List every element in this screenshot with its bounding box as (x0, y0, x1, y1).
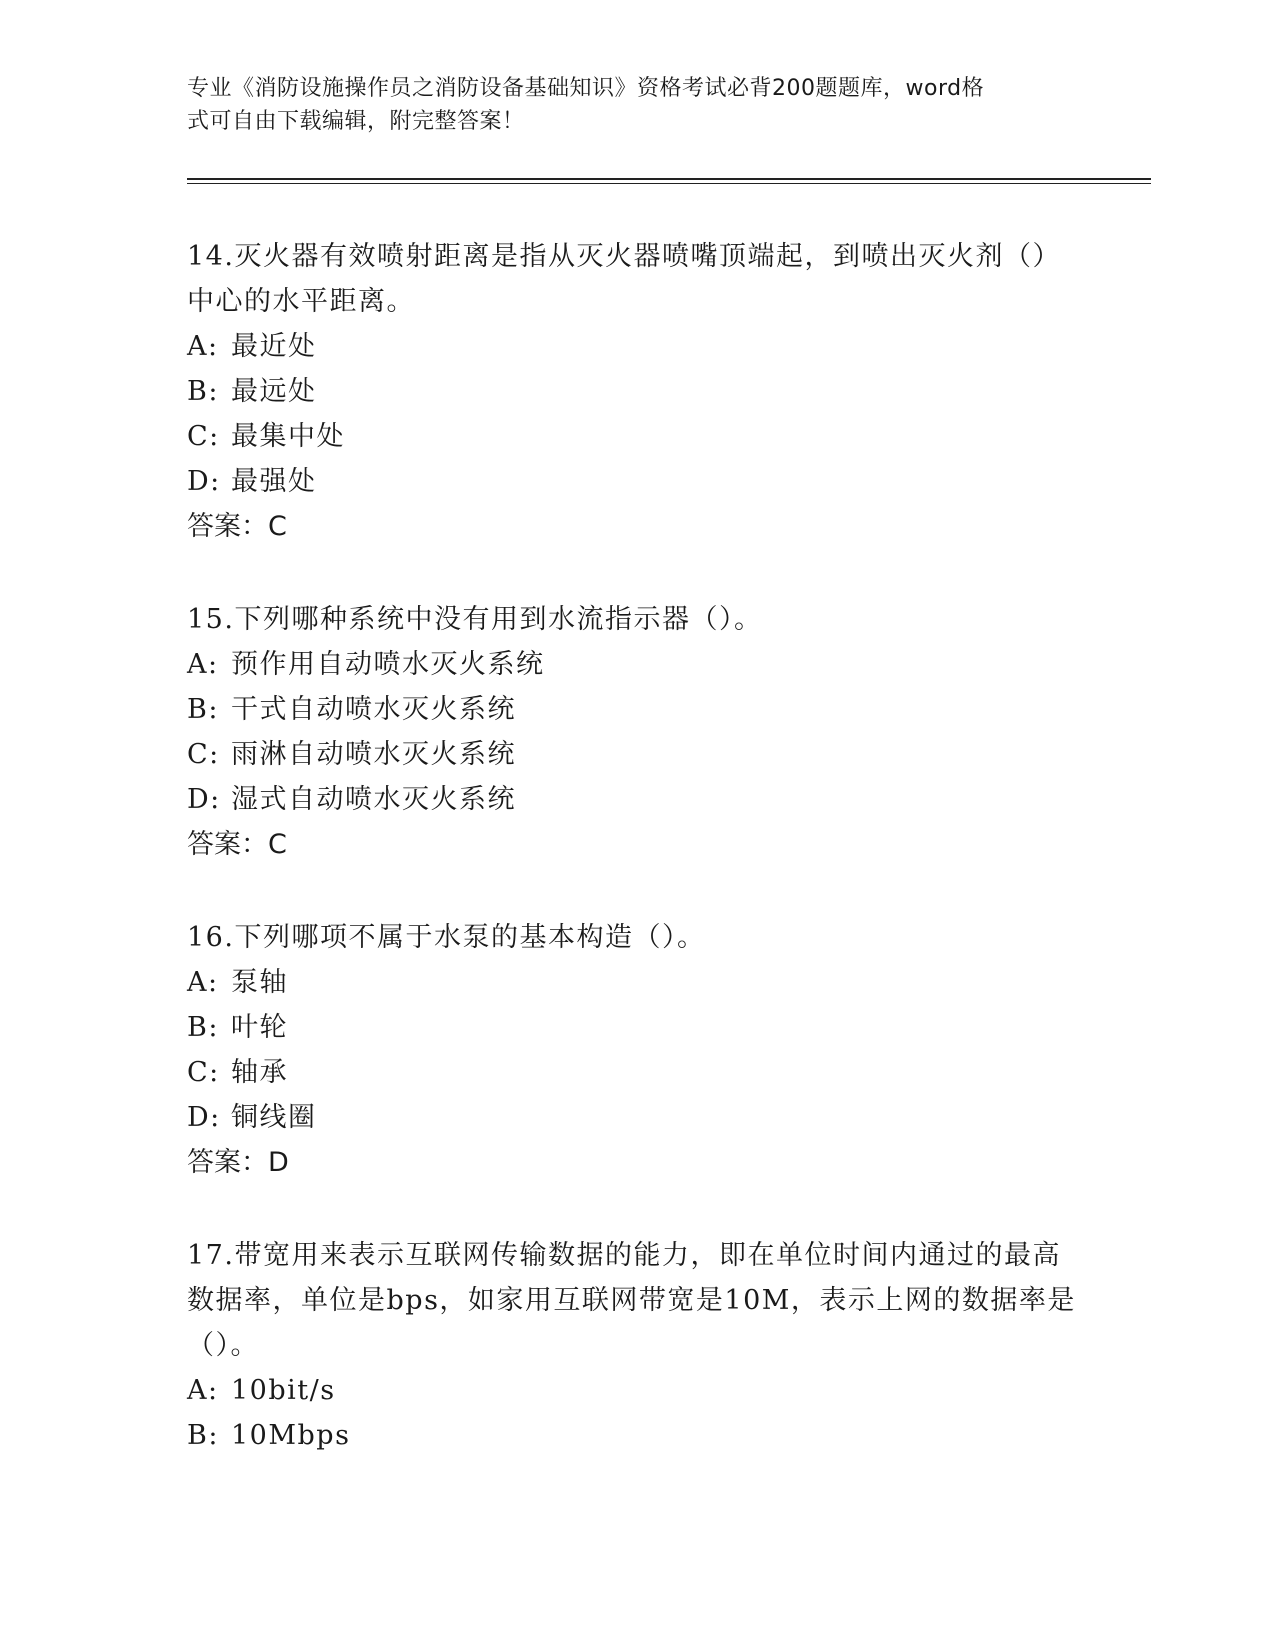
option-d (187, 459, 1077, 504)
option-letter: A: (187, 331, 219, 362)
option-letter: B: (187, 1420, 219, 1451)
option-text: 叶轮 (231, 1012, 288, 1043)
option-b (187, 1413, 1077, 1458)
option-text: 铜线圈 (231, 1102, 317, 1133)
question-stem (187, 1233, 1077, 1368)
header-line-2: 式可自由下载编辑，附完整答案！ (187, 109, 525, 134)
document-header (187, 72, 1067, 138)
option-text: 10Mbps (231, 1420, 351, 1451)
option-letter: C: (187, 739, 220, 770)
option-text: 最近处 (231, 331, 317, 362)
option-letter: D: (187, 784, 221, 815)
stem-line: 15.下列哪种系统中没有用到水流指示器（）。 (187, 604, 763, 635)
stem-line: 16.下列哪项不属于水泵的基本构造（）。 (187, 922, 706, 953)
answer: 答案：D (187, 1147, 289, 1178)
option-a (187, 324, 1077, 369)
stem-line: 17.带宽用来表示互联网传输数据的能力，即在单位时间内通过的最高 (187, 1240, 1061, 1271)
question-14 (187, 234, 1077, 550)
option-text: 最集中处 (231, 421, 345, 452)
option-a (187, 1368, 1077, 1413)
option-text: 干式自动喷水灭火系统 (231, 694, 516, 725)
option-d (187, 777, 1077, 822)
answer: 答案：C (187, 511, 287, 542)
option-d (187, 1095, 1077, 1140)
option-letter: B: (187, 1012, 219, 1043)
stem-line: 14.灭火器有效喷射距离是指从灭火器喷嘴顶端起，到喷出灭火剂（） (187, 241, 1061, 272)
stem-line: （）。 (187, 1330, 259, 1361)
option-text: 10bit/s (231, 1375, 336, 1406)
header-divider-thin (187, 183, 1151, 184)
option-a (187, 642, 1077, 687)
option-letter: D: (187, 1102, 221, 1133)
option-letter: C: (187, 1057, 220, 1088)
header-divider (187, 178, 1151, 180)
question-17 (187, 1233, 1077, 1458)
stem-line: 数据率，单位是bps，如家用互联网带宽是10M，表示上网的数据率是 (187, 1285, 1076, 1316)
option-text: 预作用自动喷水灭火系统 (231, 649, 545, 680)
option-text: 雨淋自动喷水灭火系统 (231, 739, 516, 770)
option-c (187, 1050, 1077, 1095)
option-b (187, 1005, 1077, 1050)
option-text: 最强处 (231, 466, 317, 497)
option-letter: A: (187, 1375, 219, 1406)
option-text: 轴承 (231, 1057, 288, 1088)
stem-line: 中心的水平距离。 (187, 286, 415, 317)
option-letter: A: (187, 649, 219, 680)
option-b (187, 369, 1077, 414)
option-c (187, 732, 1077, 777)
option-letter: B: (187, 376, 219, 407)
option-text: 最远处 (231, 376, 317, 407)
option-c (187, 414, 1077, 459)
question-15 (187, 597, 1077, 868)
option-letter: C: (187, 421, 220, 452)
header-line-1: 专业《消防设施操作员之消防设备基础知识》资格考试必背200题题库，word格 (187, 76, 985, 101)
option-a (187, 960, 1077, 1005)
option-b (187, 687, 1077, 732)
option-letter: B: (187, 694, 219, 725)
option-text: 泵轴 (231, 967, 288, 998)
answer: 答案：C (187, 829, 287, 860)
question-stem (187, 915, 1077, 960)
question-stem (187, 234, 1077, 324)
option-letter: A: (187, 967, 219, 998)
question-16 (187, 915, 1077, 1186)
question-stem (187, 597, 1077, 642)
option-text: 湿式自动喷水灭火系统 (231, 784, 516, 815)
option-letter: D: (187, 466, 221, 497)
